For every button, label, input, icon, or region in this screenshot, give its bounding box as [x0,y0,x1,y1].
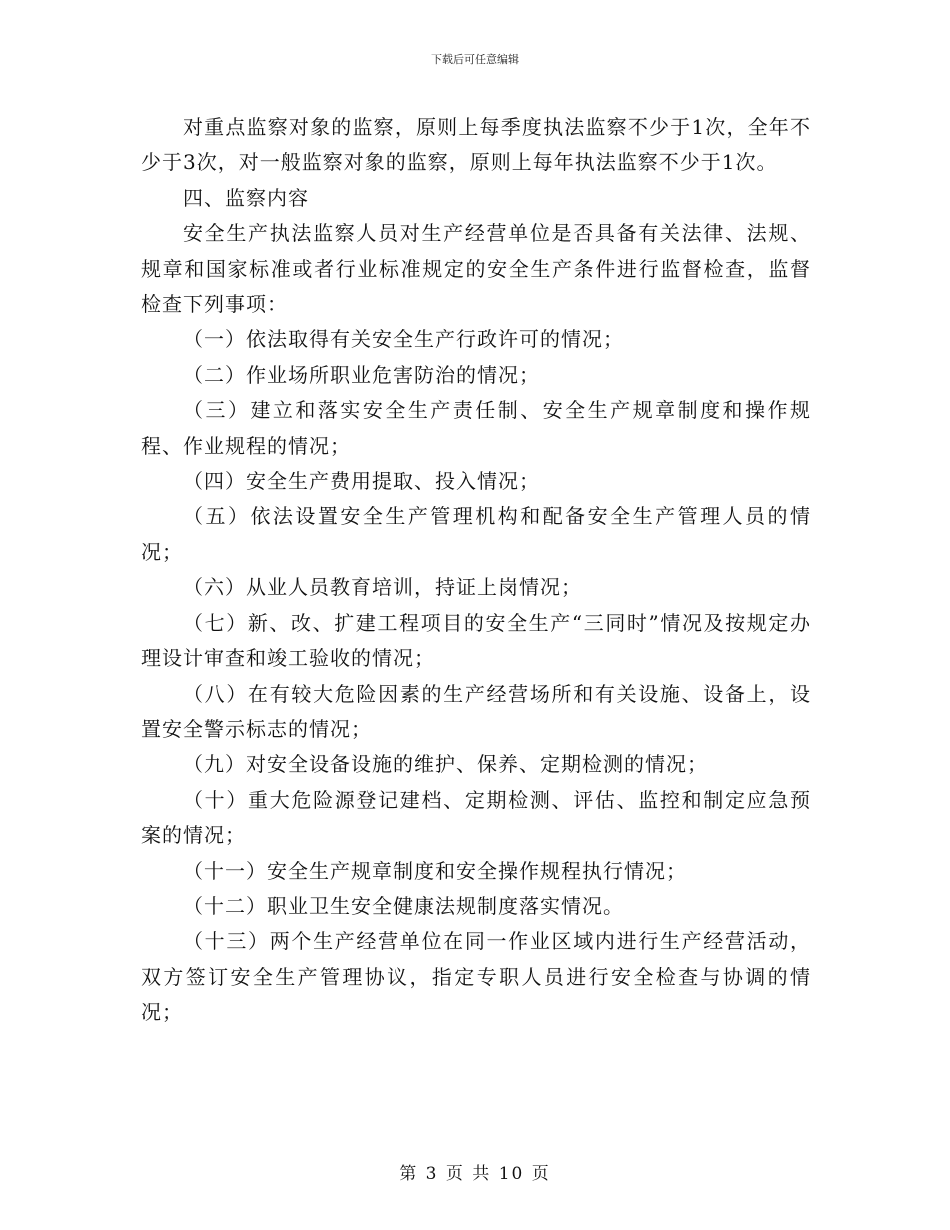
document-body [141,110,811,1031]
list-item-11: （十一）安全生产规章制度和安全操作规程执行情况； [183,858,687,883]
list-item-6: （六）从业人员教育培训，持证上岗情况； [183,575,582,600]
section-heading-inspection-content: 四、监察内容 [183,185,309,210]
page-number: 第 3 页 共 10 页 [399,1164,551,1184]
list-item-9: （九）对安全设备设施的维护、保养、定期检测的情况； [183,752,708,777]
list-item-10: （十）重大危险源登记建档、定期检测、评估、监控和制定应急预案的情况； [141,787,811,848]
list-item-1: （一）依法取得有关安全生产行政许可的情况； [183,327,624,352]
paragraph-inspection-frequency: 对重点监察对象的监察，原则上每季度执法监察不少于1次，全年不少于3次，对一般监察对象的监察，原则上每年执法监察不少于1次。 [141,115,811,175]
list-item-3: （三）建立和落实安全生产责任制、安全生产规章制度和操作规程、作业规程的情况； [141,398,811,458]
list-item-8: （八）在有较大危险因素的生产经营场所和有关设施、设备上，设置安全警示标志的情况； [141,681,811,741]
page-header: 下载后可任意编辑 [431,53,519,66]
list-item-12: （十二）职业卫生安全健康法规制度落实情况。 [183,893,624,918]
list-item-5: （五）依法设置安全生产管理机构和配备安全生产管理人员的情况； [141,504,811,564]
list-item-2: （二）作业场所职业危害防治的情况； [183,362,540,387]
paragraph-inspection-scope: 安全生产执法监察人员对生产经营单位是否具备有关法律、法规、规章和国家标准或者行业标准规定的安全生产条件进行监督检查，监督检查下列事项： [141,221,811,317]
list-item-4: （四）安全生产费用提取、投入情况； [183,469,540,494]
list-item-13: （十三）两个生产经营单位在同一作业区域内进行生产经营活动，双方签订安全生产管理协议，指定专职人员进行安全检查与协调的情况； [141,929,811,1025]
list-item-7: （七）新、改、扩建工程项目的安全生产“三同时”情况及按规定办理设计审查和竣工验收的情况； [141,610,811,671]
